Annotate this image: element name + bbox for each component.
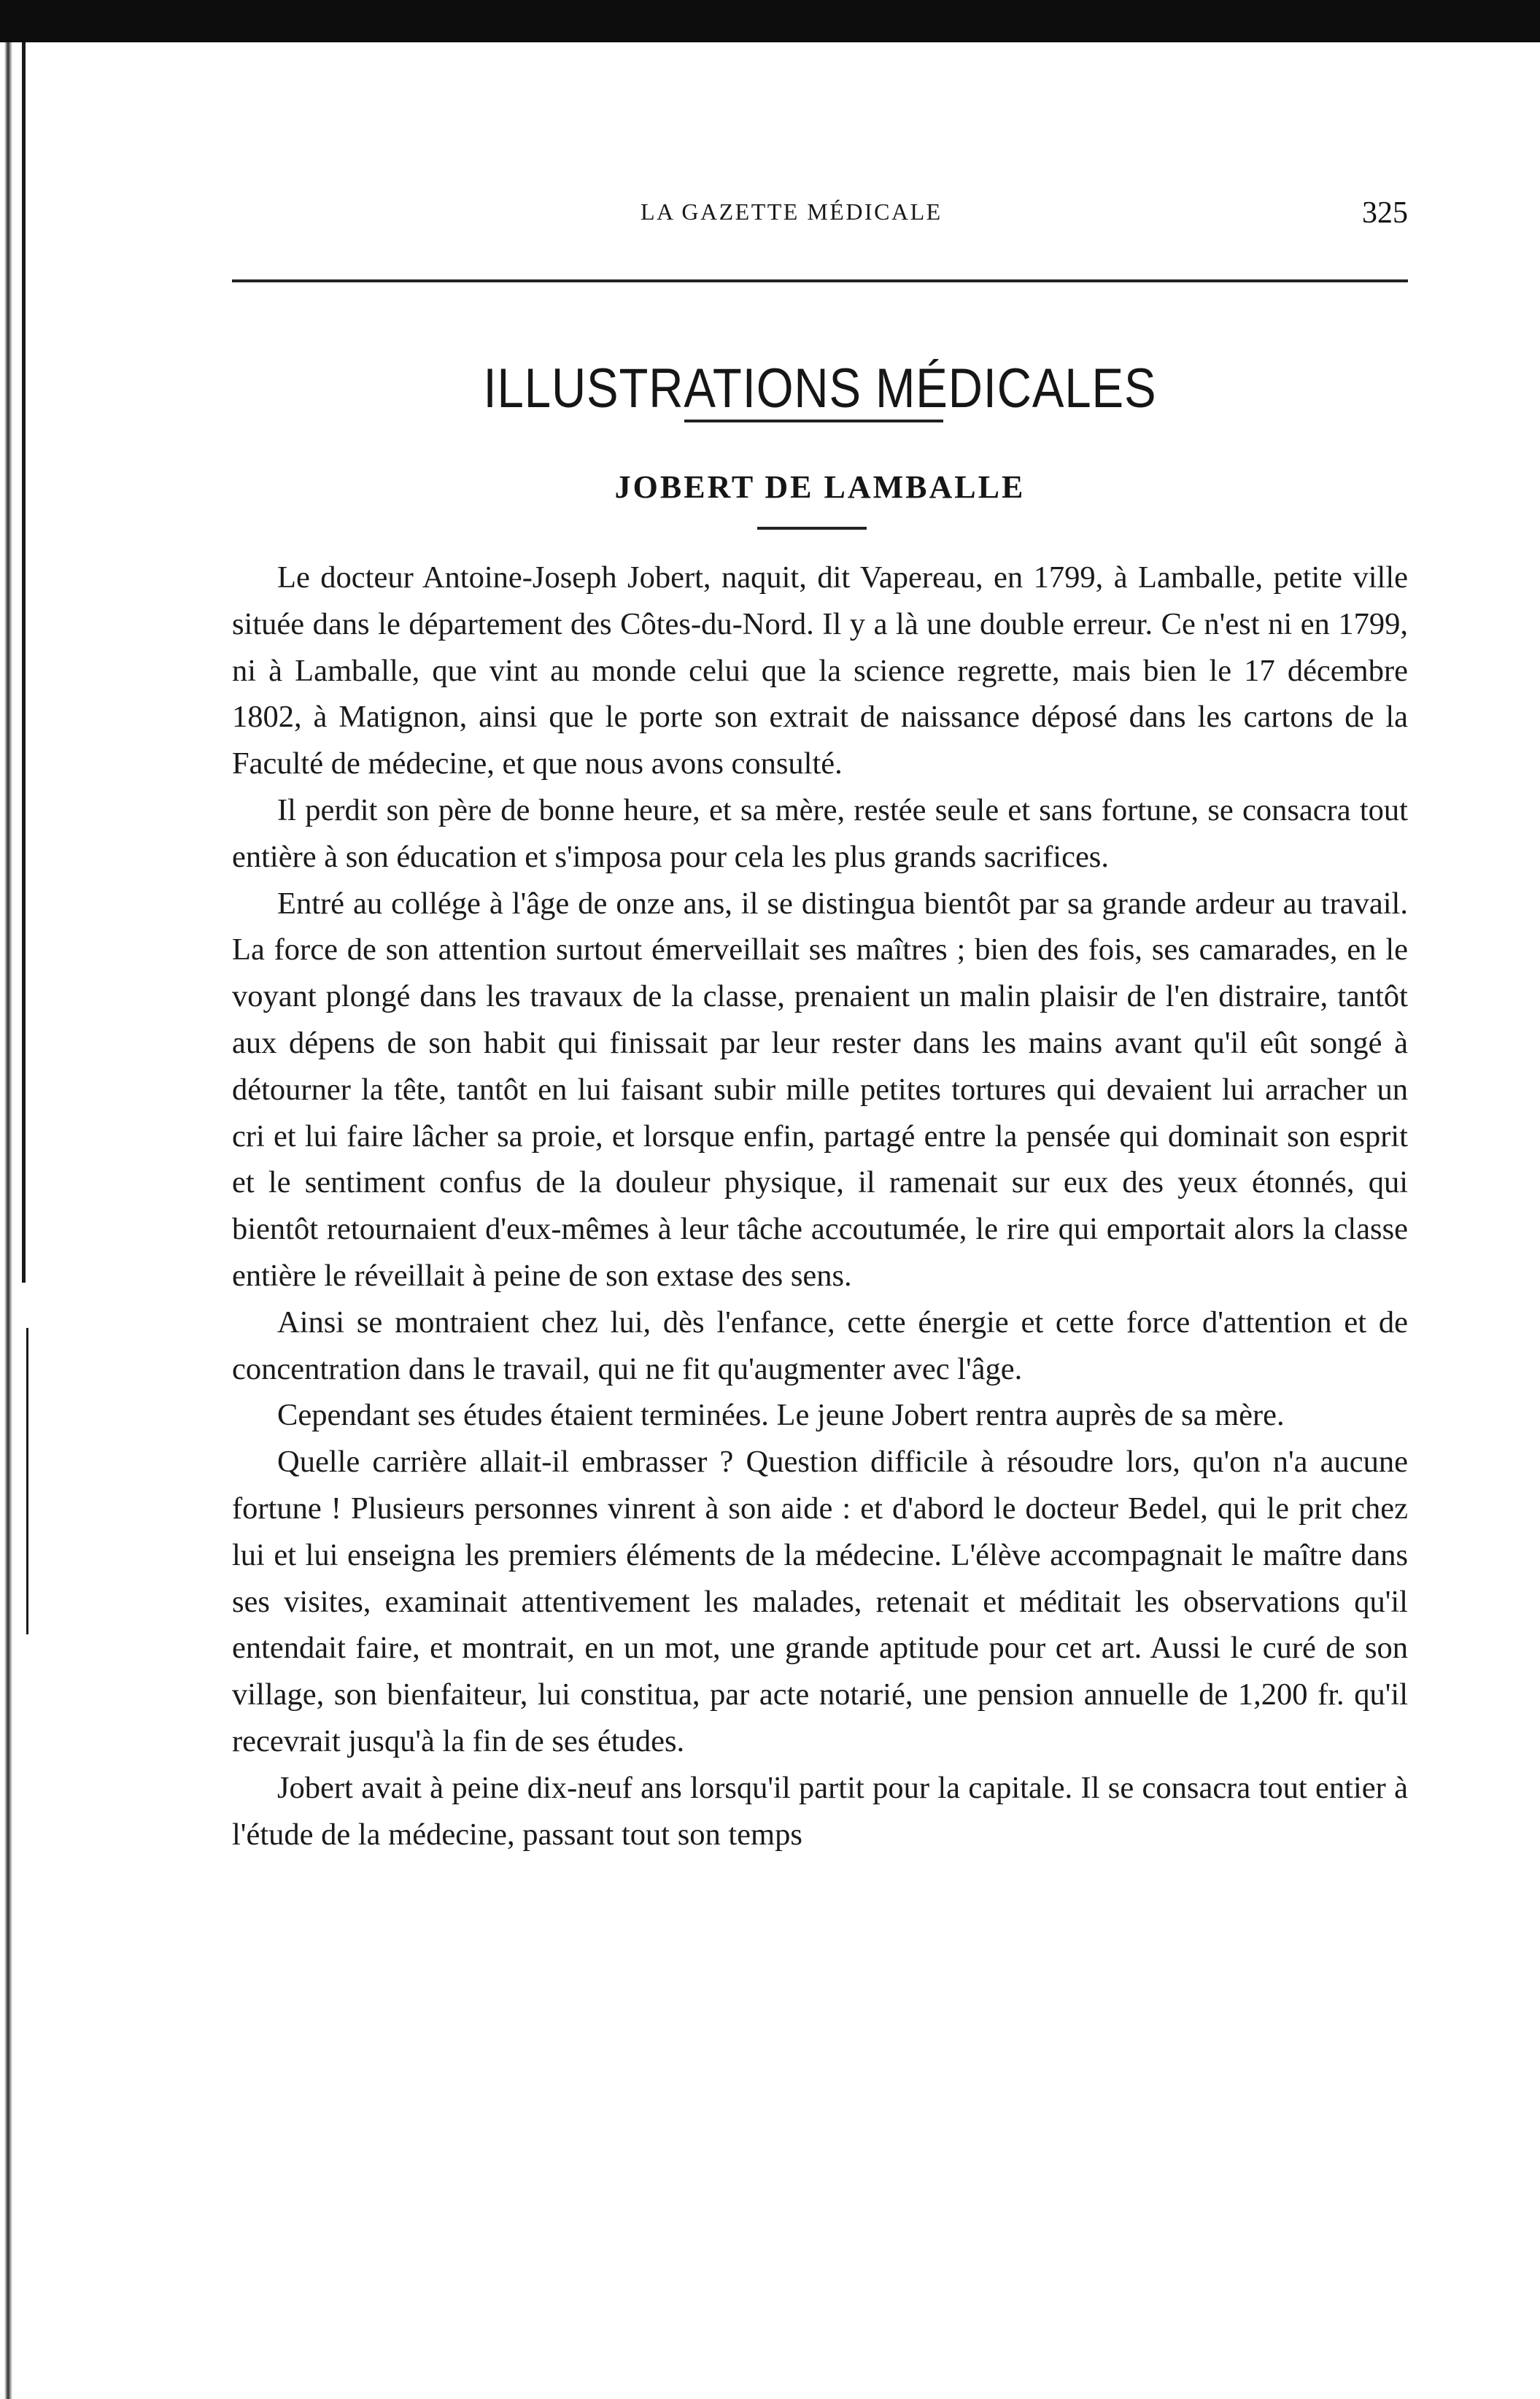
section-title: ILLUSTRATIONS MÉDICALES — [483, 357, 1157, 420]
paragraph: Le docteur Antoine-Joseph Jobert, naquit, dit Vapereau, en 1799, à Lamballe, petite ville située dans le département des Côtes-du-Nord. Il y a là une double erreur. Ce n'est ni en 1799, ni à Lamballe, que vint au monde celui que la science regrette, mais bien le 17 décembre 1802, à Matignon, ainsi que le porte son extrait de naissance déposé dans les cartons de la Faculté de médecine, et que nous avons consulté. — [232, 560, 1408, 781]
running-header — [232, 197, 1408, 241]
running-title: LA GAZETTE MÉDICALE — [641, 198, 943, 225]
document-page — [232, 196, 1408, 1852]
paragraph: Cependant ses études étaient terminées. Le jeune Jobert rentra auprès de sa mère. — [277, 1398, 1285, 1433]
scan-binding-shadow — [22, 42, 26, 1283]
header-rule — [232, 279, 1408, 282]
paragraph: Jobert avait à peine dix-neuf ans lorsqu'il partit pour la capitale. Il se consacra tout entier à l'étude de la médecine, passant tout son temps — [232, 1770, 1408, 1852]
paragraph: Ainsi se montraient chez lui, dès l'enfance, cette énergie et cette force d'attention et de concentration dans le travail, qui ne fit qu'augmenter avec l'âge. — [232, 1305, 1408, 1386]
paragraph: Il perdit son père de bonne heure, et sa mère, restée seule et sans fortune, se consacra tout entière à son éducation et s'imposa pour cela les plus grands sacrifices. — [232, 792, 1408, 874]
scan-binding-shadow-lower — [26, 1328, 28, 1634]
paragraph: Quelle carrière allait-il embrasser ? Question difficile à résoudre lors, qu'on n'a aucune fortune ! Plusieurs personnes vinrent à son aide : et d'abord le docteur Bedel, qui le prit chez lui et lui enseigna les premiers éléments de la médecine. L'élève accompagnait le maître dans ses visites, examinait attentivement les malades, retenait et méditait les observations qu'il entendait faire, et montrait, en un mot, une grande aptitude pour cet art. Aussi le curé de son village, son bienfaiteur, lui constitua, par acte notarié, une pension annuelle de 1,200 fr. qu'il recevrait jusqu'à la fin de ses études. — [232, 1445, 1408, 1758]
scan-left-edge — [0, 42, 15, 2399]
article-body — [232, 555, 1408, 1858]
subtitle-rule — [757, 527, 867, 530]
article-subtitle: JOBERT DE LAMBALLE — [614, 468, 1026, 505]
scan-top-border — [0, 0, 1540, 42]
paragraph: Entré au collége à l'âge de onze ans, il se distingua bientôt par sa grande ardeur au travail. La force de son attention surtout émerveillait ses maîtres ; bien des fois, ses camarades, en le voyant plongé dans les travaux de la classe, prenaient un malin plaisir de l'en distraire, tantôt aux dépens de son habit qui finissait par leur rester dans les mains avant qu'il eût songé à détourner la tête, tantôt en lui faisant subir mille petites tortures qui devaient lui arracher un cri et lui faire lâcher sa proie, et lorsque enfin, partagé entre la pensée qui dominait son esprit et le sentiment confus de la douleur physique, il ramenait sur eux des yeux étonnés, qui bientôt retournaient d'eux-mêmes à leur tâche accoutumée, le rire qui emportait alors la classe entière le réveillait à peine de son extase des sens. — [232, 886, 1408, 1293]
page-number: 325 — [1362, 196, 1408, 230]
title-rule — [684, 420, 943, 422]
